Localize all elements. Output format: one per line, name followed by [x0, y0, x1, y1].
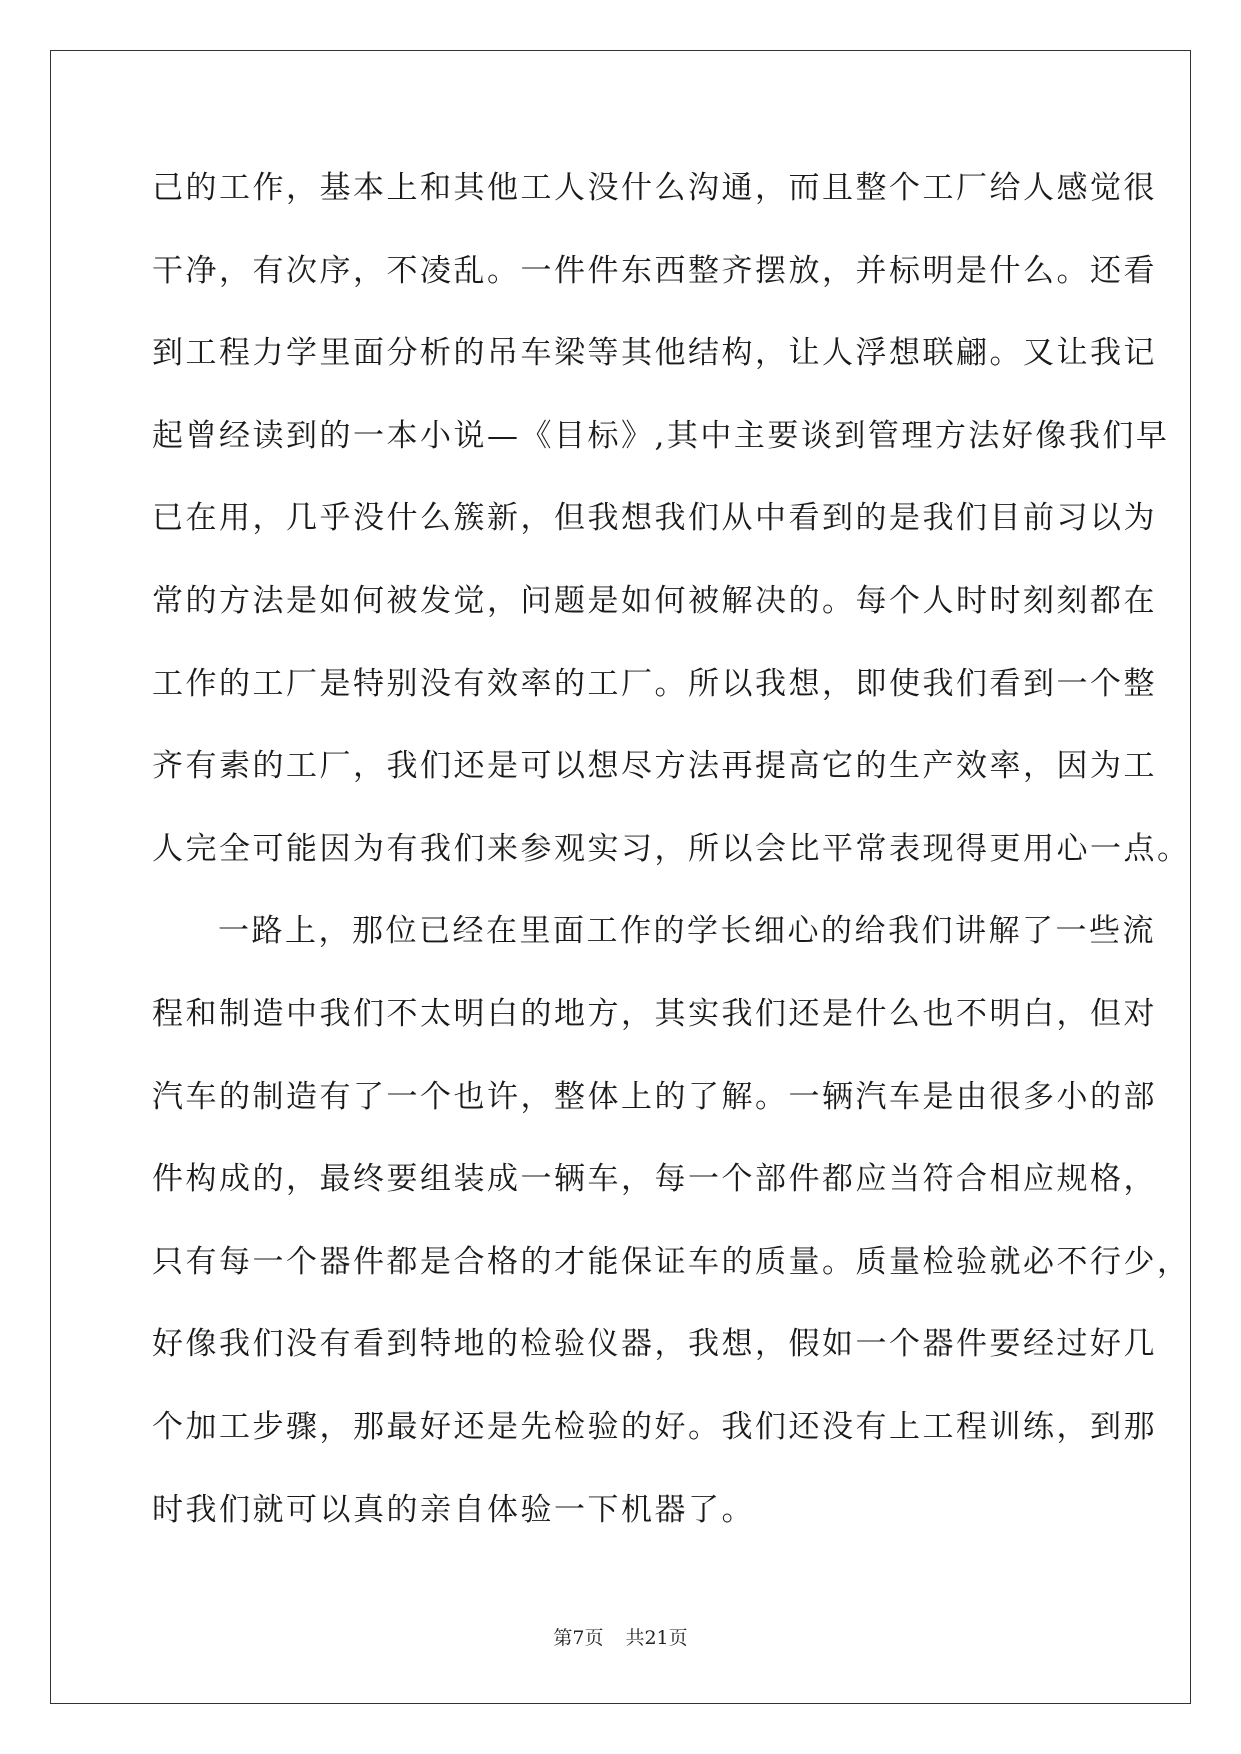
text-line: 起曾经读到的一本小说—《目标》,其中主要谈到管理方法好像我们早: [152, 417, 1170, 454]
text-line: 程和制造中我们不太明白的地方，其实我们还是什么也不明白，但对: [152, 995, 1157, 1032]
text-line: 个加工步骤，那最好还是先检验的好。我们还没有上工程训练，到那: [152, 1408, 1157, 1445]
text-line: 工作的工厂是特别没有效率的工厂。所以我想，即使我们看到一个整: [152, 665, 1157, 702]
text-line: 己的工作，基本上和其他工人没什么沟通，而且整个工厂给人感觉很: [152, 170, 1157, 206]
text-line: 件构成的，最终要组装成一辆车，每一个部件都应当符合相应规格，: [152, 1161, 1157, 1198]
text-line: 只有每一个器件都是合格的才能保证车的质量。质量检验就必不行少，: [152, 1243, 1191, 1280]
text-line: 常的方法是如何被发觉，问题是如何被解决的。每个人时时刻刻都在: [152, 582, 1157, 619]
text-line: 好像我们没有看到特地的检验仪器，我想，假如一个器件要经过好几: [152, 1326, 1157, 1363]
text-line: 齐有素的工厂，我们还是可以想尽方法再提高它的生产效率，因为工: [152, 748, 1157, 785]
paragraph-first-line: 一路上，那位已经在里面工作的学长细心的给我们讲解了一些流: [218, 913, 1156, 950]
total-pages: 共21页: [625, 1627, 688, 1649]
document-body: [152, 168, 1191, 1572]
current-page-number: 第7页: [553, 1627, 604, 1649]
text-line: 到工程力学里面分析的吊车梁等其他结构，让人浮想联翩。又让我记: [152, 335, 1157, 372]
text-line: 时我们就可以真的亲自体验一下机器了。: [152, 1491, 755, 1528]
text-line: 人完全可能因为有我们来参观实习，所以会比平常表现得更用心一点。: [152, 830, 1191, 867]
page-footer: [0, 1623, 1241, 1650]
text-line: 汽车的制造有了一个也许，整体上的了解。一辆汽车是由很多小的部: [152, 1078, 1157, 1115]
text-line: 已在用，几乎没什么簇新，但我想我们从中看到的是我们目前习以为: [152, 500, 1157, 537]
text-line: 干净，有次序，不凌乱。一件件东西整齐摆放，并标明是什么。还看: [152, 252, 1157, 289]
